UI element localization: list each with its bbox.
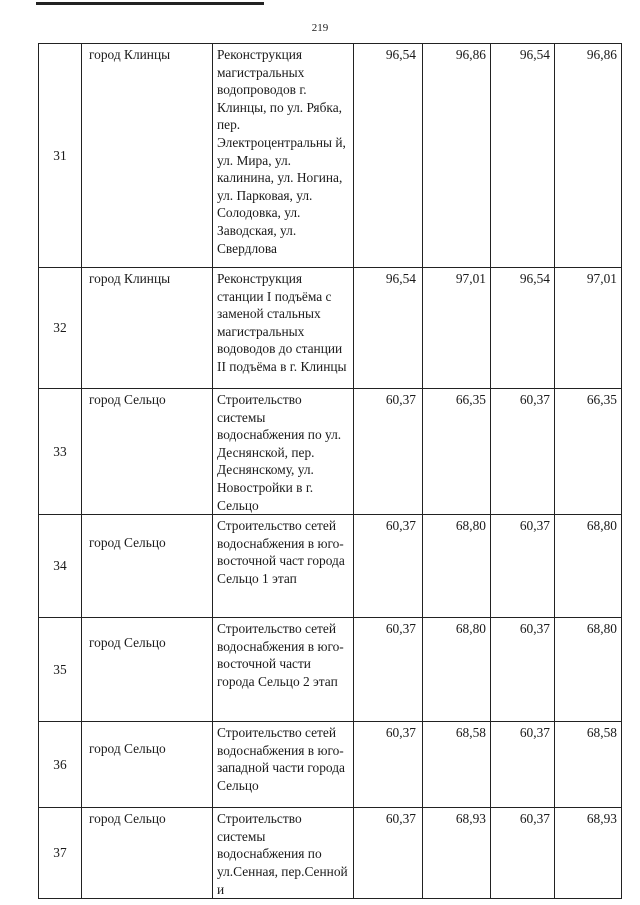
row-number: 37 xyxy=(39,808,82,899)
value-cell-4: 68,93 xyxy=(555,808,622,899)
value-cell-1: 60,37 xyxy=(354,515,423,618)
description-cell: Строительство системы водоснабжения по ул. Деснянской, пер. Деснянскому, ул. Новостройки в г. Сельцо xyxy=(213,389,354,515)
city-cell: город Сельцо xyxy=(82,808,213,899)
city-cell: город Сельцо xyxy=(82,618,213,722)
top-rule xyxy=(36,2,264,5)
row-number: 33 xyxy=(39,389,82,515)
value-cell-3: 60,37 xyxy=(491,389,555,515)
value-cell-4: 68,58 xyxy=(555,722,622,808)
value-cell-2: 68,80 xyxy=(423,515,491,618)
value-cell-2: 96,86 xyxy=(423,44,491,268)
table-row xyxy=(39,268,622,389)
value-cell-1: 60,37 xyxy=(354,618,423,722)
value-cell-4: 97,01 xyxy=(555,268,622,389)
row-number: 36 xyxy=(39,722,82,808)
value-cell-2: 68,58 xyxy=(423,722,491,808)
table-row xyxy=(39,389,622,515)
page-number: 219 xyxy=(311,22,329,34)
table-row xyxy=(39,808,622,899)
row-number: 34 xyxy=(39,515,82,618)
data-table xyxy=(38,43,622,899)
table-row xyxy=(39,44,622,268)
description-cell: Строительство системы водоснабжения по ул.Сенная, пер.Сенной и xyxy=(213,808,354,899)
value-cell-3: 96,54 xyxy=(491,44,555,268)
row-number: 32 xyxy=(39,268,82,389)
description-cell: Строительство сетей водоснабжения в юго-восточной части города Сельцо 2 этап xyxy=(213,618,354,722)
value-cell-3: 60,37 xyxy=(491,808,555,899)
value-cell-4: 66,35 xyxy=(555,389,622,515)
row-number: 31 xyxy=(39,44,82,268)
value-cell-3: 60,37 xyxy=(491,722,555,808)
table-row xyxy=(39,515,622,618)
table-row xyxy=(39,618,622,722)
city-cell: город Сельцо xyxy=(82,722,213,808)
description-cell: Строительство сетей водоснабжения в юго-восточной част города Сельцо 1 этап xyxy=(213,515,354,618)
value-cell-1: 96,54 xyxy=(354,268,423,389)
value-cell-4: 96,86 xyxy=(555,44,622,268)
value-cell-1: 96,54 xyxy=(354,44,423,268)
description-cell: Строительство сетей водоснабжения в юго-западной части города Сельцо xyxy=(213,722,354,808)
row-number: 35 xyxy=(39,618,82,722)
value-cell-3: 60,37 xyxy=(491,515,555,618)
description-cell: Реконструкция станции I подъёма с заменой стальных магистральных водоводов до станции II подъёма в г. Клинцы xyxy=(213,268,354,389)
table-row xyxy=(39,722,622,808)
value-cell-2: 97,01 xyxy=(423,268,491,389)
value-cell-3: 96,54 xyxy=(491,268,555,389)
city-cell: город Клинцы xyxy=(82,268,213,389)
value-cell-2: 66,35 xyxy=(423,389,491,515)
city-cell: город Сельцо xyxy=(82,515,213,618)
value-cell-2: 68,80 xyxy=(423,618,491,722)
value-cell-1: 60,37 xyxy=(354,808,423,899)
value-cell-4: 68,80 xyxy=(555,618,622,722)
description-cell: Реконструкция магистральных водопроводов г. Клинцы, по ул. Рябка, пер. Электроцентральны й, ул. Мира, ул. калинина, ул. Ногина, ул. Парковая, ул. Солодовка, ул. Заводская, ул. Свердлова xyxy=(213,44,354,268)
value-cell-1: 60,37 xyxy=(354,722,423,808)
value-cell-2: 68,93 xyxy=(423,808,491,899)
value-cell-1: 60,37 xyxy=(354,389,423,515)
city-cell: город Клинцы xyxy=(82,44,213,268)
value-cell-3: 60,37 xyxy=(491,618,555,722)
city-cell: город Сельцо xyxy=(82,389,213,515)
value-cell-4: 68,80 xyxy=(555,515,622,618)
